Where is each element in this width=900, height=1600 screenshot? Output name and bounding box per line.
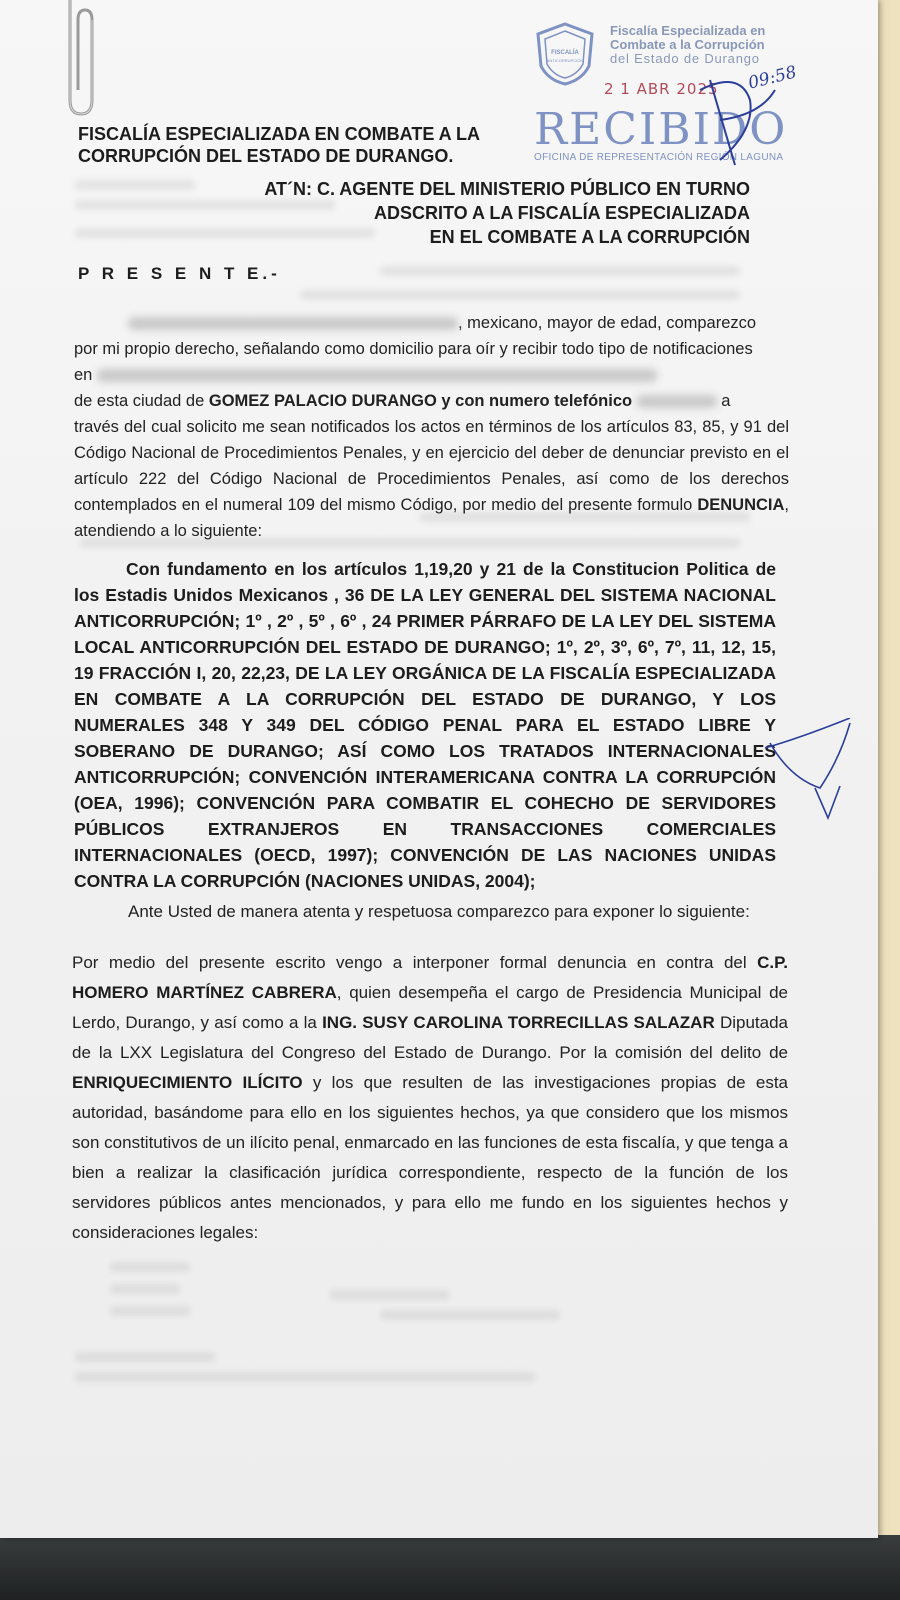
agency-seal-icon: [534, 22, 596, 86]
intro-line3: en: [74, 366, 93, 384]
handwritten-check-mark: [760, 718, 860, 828]
attention-line1: AT´N: C. AGENTE DEL MINISTERIO PÚBLICO EN TURNO: [264, 179, 750, 199]
complaint-crime: ENRIQUECIMIENTO ILÍCITO: [72, 1073, 303, 1092]
presente-heading: P R E S E N T E.-: [78, 264, 281, 283]
received-office: OFICINA DE REPRESENTACIÓN REGIÓN LAGUNA: [534, 152, 784, 163]
handwritten-time: 09:58: [746, 62, 799, 94]
redacted-address: [97, 369, 657, 382]
agency-name-line1: Fiscalía Especializada en: [610, 23, 766, 38]
intro-denuncia-word: DENUNCIA: [697, 496, 785, 514]
intro-line4-city: GOMEZ PALACIO DURANGO y con numero telefónico: [208, 392, 633, 410]
recipient-header: [78, 123, 558, 167]
redacted-phone: [637, 395, 717, 408]
complaint-paragraph: [72, 948, 788, 1248]
paper-clip-icon: [60, 0, 102, 120]
intro-line2: por mi propio derecho, señalando como domicilio para oír y recibir todo tipo de notificaciones: [74, 340, 753, 358]
handwritten-signature: [680, 60, 790, 170]
attention-block: [150, 177, 750, 249]
complaint-accused-2: ING. SUSY CAROLINA TORRECILLAS SALAZAR: [322, 1013, 715, 1032]
intro-rest: través del cual solicito me sean notificados los actos en términos de los artículos 83, 85, y 91 del Código Nacional de Procedimientos Penales, y en ejercicio del deber de denunciar previsto en el artículo 222 del Código Nacional de Procedimientos Penales, así como de los derechos contemplados en el numeral 109 del mismo Código, por medio del presente formulo: [74, 418, 789, 514]
seal-text-2: ANTICORRUPCIÓN: [546, 58, 584, 63]
legal-foundation-text: Con fundamento en los artículos 1,19,20 y 21 de la Constitucion Politica de los Estadis Unidos Mexicanos , 36 DE LA LEY GENERAL DEL SISTEMA NACIONAL ANTICORRUPCIÓN; 1º , 2º , 5º , 6º , 24 PRIMER PÁRRAFO DE LA LEY DEL SISTEMA LOCAL ANTICORRUPCIÓN DEL ESTADO DE DURANGO; 1º, 2º, 3º, 6º, 7º, 11, 12, 15, 19 FRACCIÓN I, 20, 22,23, DE LA LEY ORGÁNICA DE LA FISCALÍA ESPECIALIZADA EN COMBATE A LA CORRUPCIÓN DEL ESTADO DE DURANGO, Y LOS NUMERALES 348 Y 349 DEL CÓDIGO PENAL PARA EL ESTADO LIBRE Y SOBERANO DE DURANGO; ASÍ COMO LOS TRATADOS INTERNACIONALES ANTICORRUPCIÓN; CONVENCIÓN INTERAMERICANA CONTRA LA CORRUPCIÓN (OEA, 1996); CONVENCIÓN PARA COMBATIR EL COHECHO DE SERVIDORES PÚBLICOS EXTRANJEROS EN TRANSACCIONES COMERCIALES INTERNACIONALES (OECD, 1997); CONVENCIÓN DE LAS NACIONES UNIDAS CONTRA LA CORRUPCIÓN (NACIONES UNIDAS, 2004);: [74, 559, 776, 891]
redacted-name: [128, 317, 458, 330]
complaint-e: Diputada de la LXX Legislatura del Congreso del Estado de Durango. Por la comisión del delito de: [72, 1013, 788, 1062]
received-stamp-word: RECIBIDO: [534, 104, 788, 155]
attention-line3: EN EL COMBATE A LA CORRUPCIÓN: [429, 227, 750, 247]
received-date: 2 1 ABR 2025: [604, 80, 719, 98]
complaint-c: , quien desempeña el cargo de Presidencia Municipal de Lerdo, Durango, y así como a la: [72, 983, 788, 1032]
seal-text-1: FISCALÍA: [551, 50, 579, 56]
intro-line1: , mexicano, mayor de edad, comparezco: [458, 314, 757, 332]
intro-line4-c: a: [716, 392, 731, 410]
recipient-header-line2: CORRUPCIÓN DEL ESTADO DE DURANGO.: [78, 146, 454, 166]
intro-line4-a: de esta ciudad de: [74, 392, 209, 410]
agency-name-line3: del Estado de Durango: [610, 51, 760, 66]
complaint-g: y los que resulten de las investigaciones propias de esta autoridad, basándome para ello en los siguientes hechos, ya que considero que los mismos son constitutivos de un ilícito penal, enmarcado en las funciones de esta fiscalía, y que tenga a bien a realizar la clasificación jurídica correspondiente, respecto de la función de los servidores públicos antes mencionados, y para ello me fundo en los siguientes hechos y consideraciones legales:: [72, 1073, 789, 1242]
intro-paragraph: [74, 310, 789, 544]
recipient-header-line1: FISCALÍA ESPECIALIZADA EN COMBATE A LA: [78, 124, 480, 144]
ante-usted-line: Ante Usted de manera atenta y respetuosa comparezco para exponer lo siguiente:: [128, 902, 750, 921]
complaint-a: Por medio del presente escrito vengo a interponer formal denuncia en contra del: [72, 953, 758, 972]
attention-line2: ADSCRITO A LA FISCALÍA ESPECIALIZADA: [373, 203, 750, 223]
table-surface: [0, 1535, 900, 1600]
complaint-accused-1: C.P. HOMERO MARTÍNEZ CABRERA: [72, 953, 788, 1002]
legal-foundation-paragraph: [74, 556, 776, 894]
agency-name-line2: Combate a la Corrupción: [610, 37, 765, 52]
intro-rest-end: , atendiendo a lo siguiente:: [74, 496, 789, 540]
